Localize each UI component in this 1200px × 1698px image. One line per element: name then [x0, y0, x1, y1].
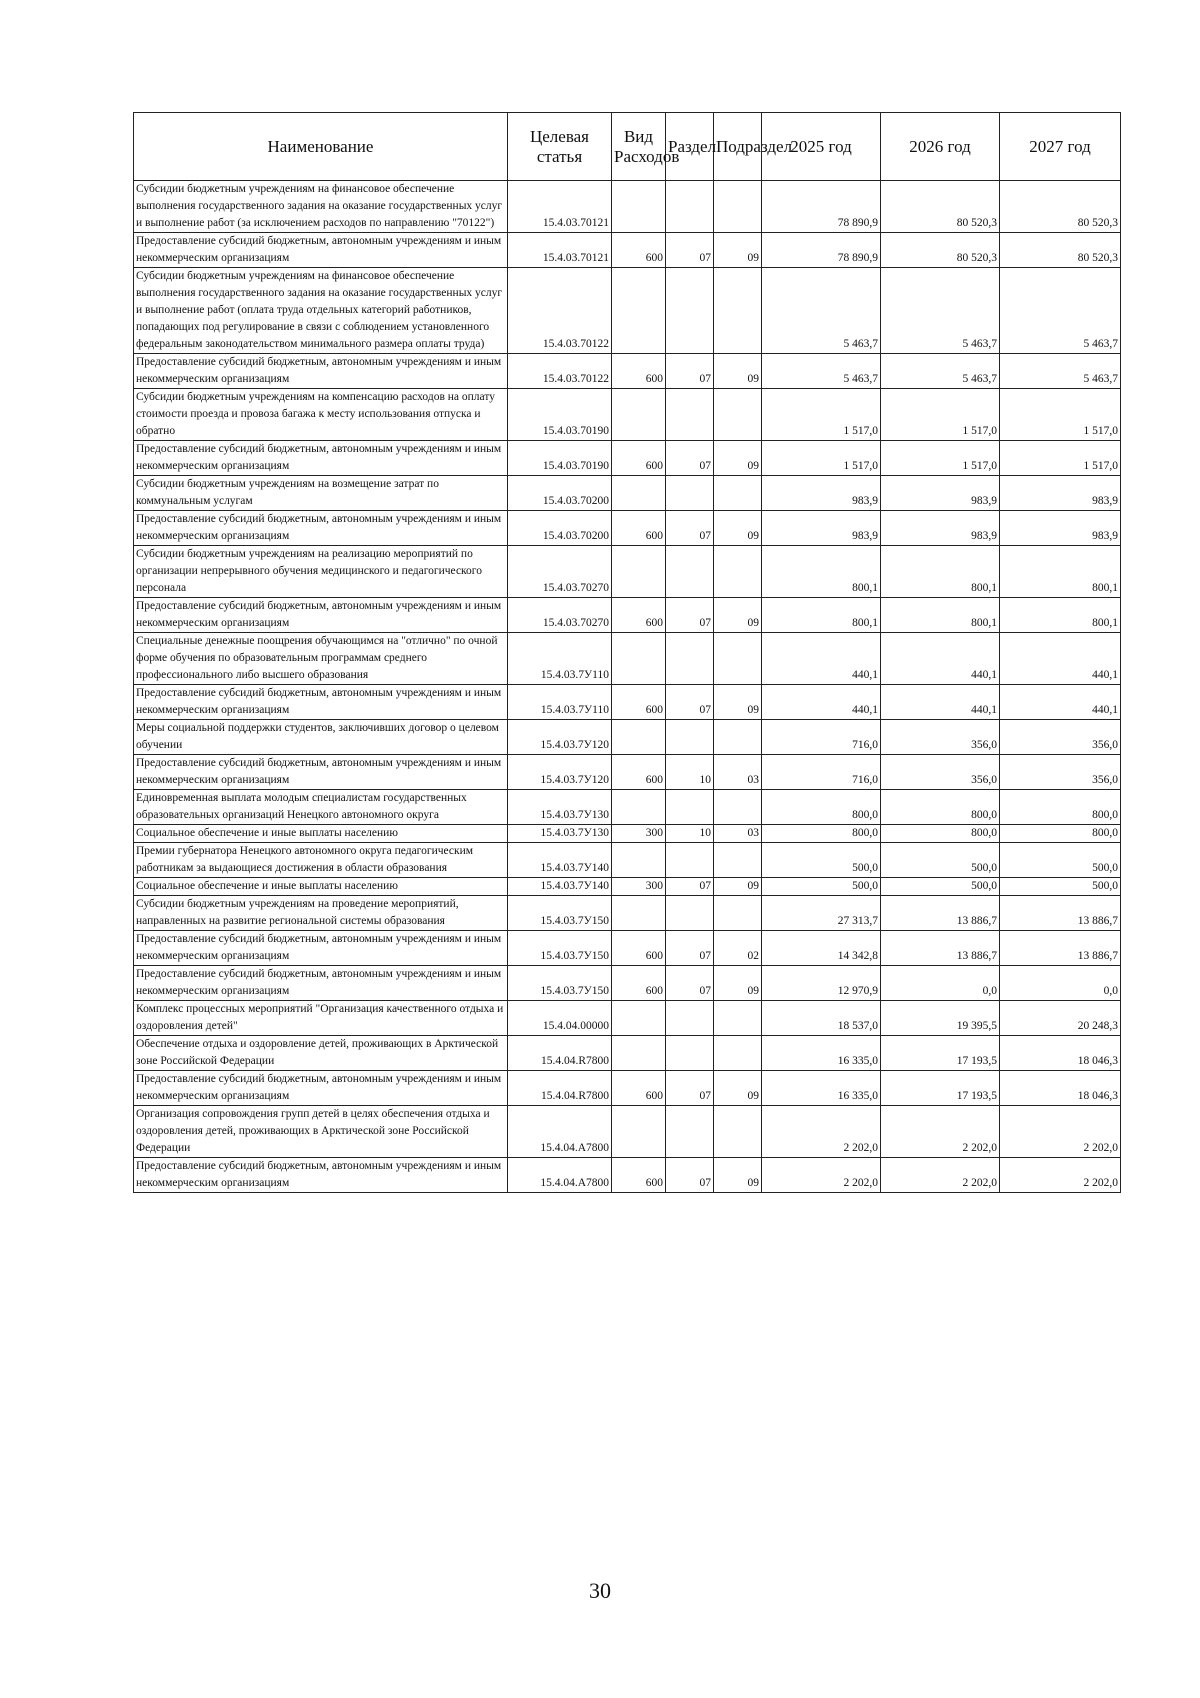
cell-2026: 0,0 — [881, 966, 1000, 1001]
cell-expense-type: 600 — [612, 685, 666, 720]
header-name: Наименование — [134, 113, 508, 181]
cell-target: 15.4.03.70270 — [508, 546, 612, 598]
cell-2025: 983,9 — [762, 511, 881, 546]
cell-expense-type — [612, 1036, 666, 1071]
cell-2026: 800,0 — [881, 790, 1000, 825]
cell-name: Предоставление субсидий бюджетным, автономным учреждениям и иным некоммерческим организациям — [134, 511, 508, 546]
cell-name: Субсидии бюджетным учреждениям на компенсацию расходов на оплату стоимости проезда и провоза багажа к месту использования отпуска и обратно — [134, 389, 508, 441]
cell-section — [666, 843, 714, 878]
cell-expense-type: 600 — [612, 755, 666, 790]
cell-2025: 2 202,0 — [762, 1158, 881, 1193]
cell-name: Предоставление субсидий бюджетным, автономным учреждениям и иным некоммерческим организациям — [134, 685, 508, 720]
cell-expense-type: 600 — [612, 354, 666, 389]
cell-expense-type: 300 — [612, 878, 666, 896]
cell-subsection — [714, 1036, 762, 1071]
cell-name: Меры социальной поддержки студентов, заключивших договор о целевом обучении — [134, 720, 508, 755]
cell-subsection — [714, 896, 762, 931]
cell-target: 15.4.03.70122 — [508, 268, 612, 354]
cell-subsection — [714, 268, 762, 354]
header-2027: 2027 год — [1000, 113, 1121, 181]
cell-subsection — [714, 1001, 762, 1036]
cell-target: 15.4.03.70121 — [508, 181, 612, 233]
header-target: Целевая статья — [508, 113, 612, 181]
cell-expense-type — [612, 268, 666, 354]
header-2026: 2026 год — [881, 113, 1000, 181]
cell-subsection — [714, 843, 762, 878]
cell-subsection — [714, 1106, 762, 1158]
cell-2026: 500,0 — [881, 878, 1000, 896]
cell-2027: 800,0 — [1000, 825, 1121, 843]
cell-target: 15.4.03.70200 — [508, 476, 612, 511]
cell-2027: 1 517,0 — [1000, 389, 1121, 441]
cell-2025: 1 517,0 — [762, 389, 881, 441]
cell-target: 15.4.03.7У140 — [508, 843, 612, 878]
cell-expense-type: 300 — [612, 825, 666, 843]
cell-subsection: 09 — [714, 441, 762, 476]
cell-2026: 983,9 — [881, 476, 1000, 511]
cell-section — [666, 476, 714, 511]
table-row — [134, 878, 1121, 896]
cell-2026: 440,1 — [881, 633, 1000, 685]
table-row — [134, 546, 1121, 598]
cell-target: 15.4.04.А7800 — [508, 1158, 612, 1193]
cell-target: 15.4.04.00000 — [508, 1001, 612, 1036]
cell-2027: 983,9 — [1000, 476, 1121, 511]
cell-expense-type — [612, 633, 666, 685]
cell-target: 15.4.03.70190 — [508, 441, 612, 476]
cell-2025: 1 517,0 — [762, 441, 881, 476]
cell-target: 15.4.03.7У110 — [508, 685, 612, 720]
cell-subsection: 03 — [714, 825, 762, 843]
cell-2026: 356,0 — [881, 720, 1000, 755]
cell-expense-type — [612, 389, 666, 441]
cell-expense-type: 600 — [612, 441, 666, 476]
cell-target: 15.4.03.7У130 — [508, 825, 612, 843]
table-row — [134, 1001, 1121, 1036]
cell-subsection — [714, 389, 762, 441]
cell-2026: 13 886,7 — [881, 896, 1000, 931]
cell-2027: 0,0 — [1000, 966, 1121, 1001]
cell-subsection: 02 — [714, 931, 762, 966]
cell-name: Обеспечение отдыха и оздоровление детей, проживающих в Арктической зоне Российской Федерации — [134, 1036, 508, 1071]
table-row — [134, 685, 1121, 720]
cell-expense-type — [612, 720, 666, 755]
cell-2025: 500,0 — [762, 843, 881, 878]
cell-2025: 18 537,0 — [762, 1001, 881, 1036]
cell-target: 15.4.03.7У120 — [508, 720, 612, 755]
cell-2026: 5 463,7 — [881, 354, 1000, 389]
cell-2026: 80 520,3 — [881, 233, 1000, 268]
cell-section: 07 — [666, 878, 714, 896]
cell-subsection — [714, 790, 762, 825]
cell-subsection — [714, 546, 762, 598]
cell-2026: 17 193,5 — [881, 1071, 1000, 1106]
cell-2025: 78 890,9 — [762, 233, 881, 268]
cell-expense-type — [612, 896, 666, 931]
cell-expense-type: 600 — [612, 233, 666, 268]
cell-2026: 500,0 — [881, 843, 1000, 878]
cell-section: 07 — [666, 685, 714, 720]
cell-subsection — [714, 633, 762, 685]
cell-expense-type — [612, 476, 666, 511]
cell-2025: 27 313,7 — [762, 896, 881, 931]
cell-2025: 12 970,9 — [762, 966, 881, 1001]
cell-name: Специальные денежные поощрения обучающимся на "отлично" по очной форме обучения по образовательным программам среднего профессионального либо высшего образования — [134, 633, 508, 685]
cell-2026: 1 517,0 — [881, 441, 1000, 476]
cell-2027: 20 248,3 — [1000, 1001, 1121, 1036]
cell-section — [666, 633, 714, 685]
header-expense-type: Вид Расходов — [612, 113, 666, 181]
cell-2025: 16 335,0 — [762, 1071, 881, 1106]
cell-target: 15.4.03.7У130 — [508, 790, 612, 825]
cell-2027: 5 463,7 — [1000, 268, 1121, 354]
cell-2027: 800,1 — [1000, 546, 1121, 598]
cell-subsection: 09 — [714, 1071, 762, 1106]
cell-expense-type: 600 — [612, 511, 666, 546]
cell-expense-type — [612, 181, 666, 233]
cell-section — [666, 1001, 714, 1036]
cell-2027: 5 463,7 — [1000, 354, 1121, 389]
cell-expense-type: 600 — [612, 598, 666, 633]
cell-section: 07 — [666, 966, 714, 1001]
cell-2025: 800,0 — [762, 790, 881, 825]
cell-target: 15.4.03.7У140 — [508, 878, 612, 896]
table-row — [134, 720, 1121, 755]
cell-expense-type: 600 — [612, 1158, 666, 1193]
cell-name: Предоставление субсидий бюджетным, автономным учреждениям и иным некоммерческим организациям — [134, 441, 508, 476]
table-row — [134, 511, 1121, 546]
table-row — [134, 354, 1121, 389]
table-row — [134, 1071, 1121, 1106]
cell-2027: 800,1 — [1000, 598, 1121, 633]
header-row — [134, 113, 1121, 181]
cell-expense-type — [612, 1001, 666, 1036]
table-row — [134, 441, 1121, 476]
cell-2027: 13 886,7 — [1000, 896, 1121, 931]
cell-section — [666, 181, 714, 233]
cell-section: 07 — [666, 233, 714, 268]
cell-target: 15.4.03.7У110 — [508, 633, 612, 685]
cell-2027: 13 886,7 — [1000, 931, 1121, 966]
table-row — [134, 896, 1121, 931]
cell-2026: 1 517,0 — [881, 389, 1000, 441]
cell-2026: 13 886,7 — [881, 931, 1000, 966]
cell-2027: 80 520,3 — [1000, 181, 1121, 233]
cell-2027: 80 520,3 — [1000, 233, 1121, 268]
table-row — [134, 755, 1121, 790]
header-section: Раздел — [666, 113, 714, 181]
cell-target: 15.4.03.7У120 — [508, 755, 612, 790]
table-row — [134, 790, 1121, 825]
cell-section: 07 — [666, 511, 714, 546]
cell-name: Предоставление субсидий бюджетным, автономным учреждениям и иным некоммерческим организациям — [134, 354, 508, 389]
cell-2027: 500,0 — [1000, 843, 1121, 878]
cell-2025: 983,9 — [762, 476, 881, 511]
cell-target: 15.4.03.70190 — [508, 389, 612, 441]
cell-subsection: 09 — [714, 511, 762, 546]
cell-2025: 2 202,0 — [762, 1106, 881, 1158]
table-row — [134, 843, 1121, 878]
cell-2027: 983,9 — [1000, 511, 1121, 546]
cell-2025: 78 890,9 — [762, 181, 881, 233]
cell-target: 15.4.03.7У150 — [508, 931, 612, 966]
cell-2025: 716,0 — [762, 720, 881, 755]
cell-subsection: 09 — [714, 233, 762, 268]
cell-subsection — [714, 181, 762, 233]
cell-section — [666, 896, 714, 931]
cell-subsection: 09 — [714, 598, 762, 633]
cell-expense-type — [612, 843, 666, 878]
cell-2026: 356,0 — [881, 755, 1000, 790]
cell-target: 15.4.03.70200 — [508, 511, 612, 546]
cell-2026: 80 520,3 — [881, 181, 1000, 233]
cell-2026: 800,1 — [881, 598, 1000, 633]
cell-2026: 983,9 — [881, 511, 1000, 546]
cell-2025: 440,1 — [762, 633, 881, 685]
cell-expense-type — [612, 546, 666, 598]
cell-name: Предоставление субсидий бюджетным, автономным учреждениям и иным некоммерческим организациям — [134, 966, 508, 1001]
cell-subsection — [714, 476, 762, 511]
table-row — [134, 931, 1121, 966]
cell-expense-type: 600 — [612, 1071, 666, 1106]
cell-section — [666, 720, 714, 755]
cell-2027: 356,0 — [1000, 720, 1121, 755]
cell-2025: 440,1 — [762, 685, 881, 720]
cell-2027: 1 517,0 — [1000, 441, 1121, 476]
header-2025: 2025 год — [762, 113, 881, 181]
cell-name: Субсидии бюджетным учреждениям на возмещение затрат по коммунальным услугам — [134, 476, 508, 511]
table-row — [134, 389, 1121, 441]
cell-section — [666, 1036, 714, 1071]
cell-2026: 440,1 — [881, 685, 1000, 720]
cell-2027: 356,0 — [1000, 755, 1121, 790]
table-row — [134, 1036, 1121, 1071]
cell-name: Предоставление субсидий бюджетным, автономным учреждениям и иным некоммерческим организациям — [134, 755, 508, 790]
table-row — [134, 233, 1121, 268]
cell-section — [666, 790, 714, 825]
cell-name: Субсидии бюджетным учреждениям на проведение мероприятий, направленных на развитие региональной системы образования — [134, 896, 508, 931]
cell-name: Предоставление субсидий бюджетным, автономным учреждениям и иным некоммерческим организациям — [134, 1071, 508, 1106]
cell-target: 15.4.04.А7800 — [508, 1106, 612, 1158]
cell-2026: 800,0 — [881, 825, 1000, 843]
cell-section: 07 — [666, 598, 714, 633]
cell-2025: 800,0 — [762, 825, 881, 843]
table-row — [134, 1158, 1121, 1193]
cell-target: 15.4.04.R7800 — [508, 1036, 612, 1071]
cell-2026: 800,1 — [881, 546, 1000, 598]
cell-name: Единовременная выплата молодым специалистам государственных образовательных организаций Ненецкого автономного округа — [134, 790, 508, 825]
cell-2027: 2 202,0 — [1000, 1106, 1121, 1158]
cell-target: 15.4.03.70122 — [508, 354, 612, 389]
table-row — [134, 633, 1121, 685]
cell-subsection: 09 — [714, 354, 762, 389]
table-row — [134, 825, 1121, 843]
cell-2027: 440,1 — [1000, 685, 1121, 720]
cell-subsection: 09 — [714, 1158, 762, 1193]
cell-section: 10 — [666, 755, 714, 790]
cell-section: 07 — [666, 1071, 714, 1106]
cell-name: Социальное обеспечение и иные выплаты населению — [134, 825, 508, 843]
cell-section: 10 — [666, 825, 714, 843]
cell-expense-type: 600 — [612, 931, 666, 966]
cell-2025: 800,1 — [762, 598, 881, 633]
cell-subsection: 09 — [714, 685, 762, 720]
cell-2026: 2 202,0 — [881, 1158, 1000, 1193]
cell-name: Премии губернатора Ненецкого автономного округа педагогическим работникам за выдающиеся достижения в области образования — [134, 843, 508, 878]
cell-name: Социальное обеспечение и иные выплаты населению — [134, 878, 508, 896]
cell-subsection: 03 — [714, 755, 762, 790]
cell-name: Комплекс процессных мероприятий "Организация качественного отдыха и оздоровления детей" — [134, 1001, 508, 1036]
table-row — [134, 268, 1121, 354]
page-number: 30 — [589, 1578, 611, 1603]
cell-2027: 18 046,3 — [1000, 1071, 1121, 1106]
table-row — [134, 181, 1121, 233]
cell-name: Предоставление субсидий бюджетным, автономным учреждениям и иным некоммерческим организациям — [134, 1158, 508, 1193]
cell-2025: 800,1 — [762, 546, 881, 598]
table-row — [134, 966, 1121, 1001]
cell-2027: 440,1 — [1000, 633, 1121, 685]
cell-section — [666, 1106, 714, 1158]
cell-2025: 500,0 — [762, 878, 881, 896]
cell-section: 07 — [666, 931, 714, 966]
cell-name: Субсидии бюджетным учреждениям на финансовое обеспечение выполнения государственного задания на оказание государственных услуг и выполнение работ (за исключением расходов по направлению "70122") — [134, 181, 508, 233]
cell-target: 15.4.04.R7800 — [508, 1071, 612, 1106]
cell-name: Субсидии бюджетным учреждениям на финансовое обеспечение выполнения государственного задания на оказание государственных услуг и выполнение работ (оплата труда отдельных категорий работников, попадающих под регулирование в связи с соблюдением установленного федеральным законодательством минимального размера оплаты труда) — [134, 268, 508, 354]
cell-2026: 19 395,5 — [881, 1001, 1000, 1036]
cell-expense-type: 600 — [612, 966, 666, 1001]
cell-name: Предоставление субсидий бюджетным, автономным учреждениям и иным некоммерческим организациям — [134, 233, 508, 268]
cell-subsection: 09 — [714, 878, 762, 896]
cell-2025: 5 463,7 — [762, 268, 881, 354]
table-row — [134, 476, 1121, 511]
cell-expense-type — [612, 1106, 666, 1158]
cell-name: Предоставление субсидий бюджетным, автономным учреждениям и иным некоммерческим организациям — [134, 598, 508, 633]
cell-2027: 2 202,0 — [1000, 1158, 1121, 1193]
cell-section — [666, 268, 714, 354]
table-row — [134, 1106, 1121, 1158]
cell-subsection — [714, 720, 762, 755]
cell-target: 15.4.03.70121 — [508, 233, 612, 268]
cell-2025: 16 335,0 — [762, 1036, 881, 1071]
cell-section — [666, 546, 714, 598]
cell-2025: 716,0 — [762, 755, 881, 790]
cell-section — [666, 389, 714, 441]
cell-2026: 5 463,7 — [881, 268, 1000, 354]
cell-target: 15.4.03.7У150 — [508, 966, 612, 1001]
header-subsection: Подраздел — [714, 113, 762, 181]
cell-name: Организация сопровождения групп детей в целях обеспечения отдыха и оздоровления детей, проживающих в Арктической зоне Российской Федерации — [134, 1106, 508, 1158]
cell-section: 07 — [666, 441, 714, 476]
cell-name: Предоставление субсидий бюджетным, автономным учреждениям и иным некоммерческим организациям — [134, 931, 508, 966]
cell-2027: 500,0 — [1000, 878, 1121, 896]
cell-2025: 5 463,7 — [762, 354, 881, 389]
cell-section: 07 — [666, 354, 714, 389]
cell-2027: 18 046,3 — [1000, 1036, 1121, 1071]
cell-section: 07 — [666, 1158, 714, 1193]
cell-2026: 17 193,5 — [881, 1036, 1000, 1071]
cell-2026: 2 202,0 — [881, 1106, 1000, 1158]
table-row — [134, 598, 1121, 633]
cell-expense-type — [612, 790, 666, 825]
cell-target: 15.4.03.7У150 — [508, 896, 612, 931]
cell-2025: 14 342,8 — [762, 931, 881, 966]
cell-2027: 800,0 — [1000, 790, 1121, 825]
cell-name: Субсидии бюджетным учреждениям на реализацию мероприятий по организации непрерывного обучения медицинского и педагогического персонала — [134, 546, 508, 598]
budget-table — [133, 112, 1121, 1193]
cell-target: 15.4.03.70270 — [508, 598, 612, 633]
cell-subsection: 09 — [714, 966, 762, 1001]
